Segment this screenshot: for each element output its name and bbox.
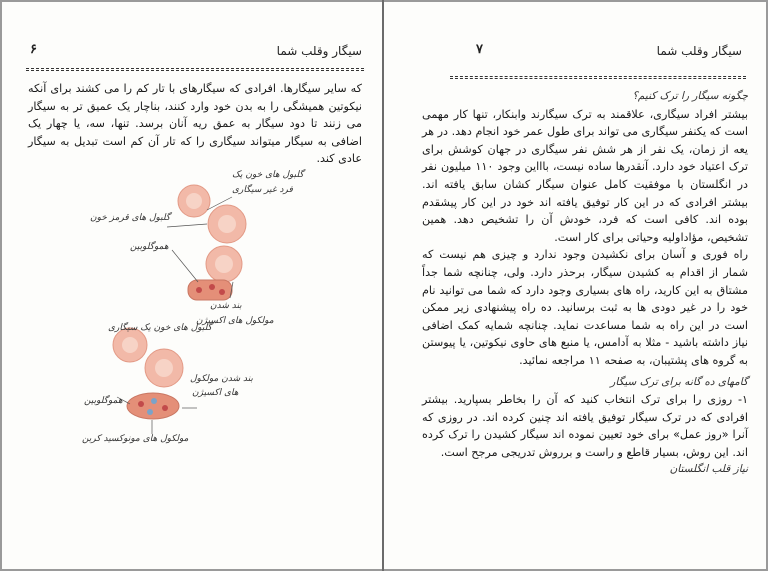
label-co-molecules: مولکول های مونوکسید کربن — [82, 434, 189, 444]
left-page-number: ۶ — [30, 42, 37, 57]
label-oxygen-molecules: مولکول های اکسیژن — [196, 316, 274, 326]
right-paragraph-3: ۱- روزی را برای ترک انتخاب کنید که آن را بخاطر بسپارید. بیشتر افرادی که در ترک سیگار توفیق یافته اند چنین کرده اند. در روزی که آنرا «روز عمل» برای خود تعیین نموده اند سیگار کشیدن را ترک کرده اند. این روش، بسیار قاطع و راست و برروش تدریجی مرجح است. — [422, 393, 748, 459]
label-hemoglobin-2: هموگلوبین — [84, 396, 123, 406]
label-nonsmoker-2: فرد غیر سیگاری — [232, 185, 293, 195]
right-running-title: سیگار وقلب شما — [656, 44, 742, 58]
label-red-cell: گلبول های قرمز خون — [90, 213, 171, 223]
right-header-rule — [450, 76, 746, 79]
right-page-number: ۷ — [476, 42, 483, 57]
label-hemoglobin: هموگلوبین — [130, 242, 169, 252]
right-page — [384, 2, 766, 569]
right-paragraph-2: راه فوری و آسان برای نکشیدن وجود ندارد و چیزی هم نیست که شمار از اقدام به کشیدن سیگار، برحذر دارد. ولی، چنانچه شما جداً مشتاق به این کارید، راه های بسیاری وجود دارد که شما می توانید نام خود را در غیر دودی ها به ثبت برسانید. ده راه پیشنهادی زیر ممکن است در این راه به شما مساعدت نماید. چنانچه شمایه کمک اضافی نیاز داشته باشید - مثلا به آدامس، یا منبع های حاوی نیکوتین، یا پیوستن به گروه های پشتیبان، به صفحه ۱۱ مراجعه نمائید. — [422, 248, 748, 367]
label-co-bond-2: های اکسیژن — [192, 388, 239, 398]
label-nonsmoker-1: گلبول های خون یک — [232, 170, 304, 180]
label-co-bond-1: بند شدن مولکول — [190, 374, 253, 384]
smoker-cells — [113, 328, 183, 419]
right-body-text — [422, 88, 748, 479]
non-smoker-cells — [178, 185, 246, 300]
footer-note: نیاز قلب انگلستان — [669, 463, 748, 476]
label-oxygen-bond: بند شدن — [210, 301, 242, 311]
left-paragraph: که سایر سیگارها. افرادی که سیگارهای با تار کم را می کشند برای آنکه نیکوتین همیشگی را به بدن خود وارد کنند، بناچار یک عمیق تر به سیگار می زنند تا دود سیگار به عمق ریه آنان برسد. تنها، سه، یا چهار یک اضافی به سیگار میتواند سیگاری را که تار آن کم است تبدیل به سیگار عادی کند. — [28, 82, 362, 166]
left-running-title: سیگار وقلب شما — [276, 44, 362, 58]
right-paragraph-1: بیشتر افراد سیگاری، علاقمند به ترک سیگارند وابنکار، تنها کار مهمی است که یکنفر سیگاری می تواند برای طول عمر خود انجام دهد. در هر یعه از زمان، یک نفر از هر شش نفر سیگاری در جهان کوشش برای ترک اعتیاد خود دارد. آنقدرها ساده نیست، باااین وجود ۱۱۰ میلیون نفر در انگلستان با موفقیت کامل عنوان سیگار کشان سابق یافته اند. بیشتر افرادی که در این کار توفیق یافته اند خود در این کار پیشقدم بوده اند. کافی است که فرد، خودش آن را تشخیص دهد. همین تشخیص، مؤاداولیه وحیاتی برای کار است. — [422, 107, 748, 244]
label-smoker-cells: گلبول های خون یک سیگاری — [108, 323, 212, 333]
left-page — [2, 2, 382, 569]
blood-cell-figure — [2, 2, 382, 569]
subheading-ten-steps: گامهای ده گانه برای ترک سیگار — [610, 375, 748, 388]
subheading-how-to-quit: چگونه سیگار را ترک کنیم؟ — [632, 90, 748, 102]
